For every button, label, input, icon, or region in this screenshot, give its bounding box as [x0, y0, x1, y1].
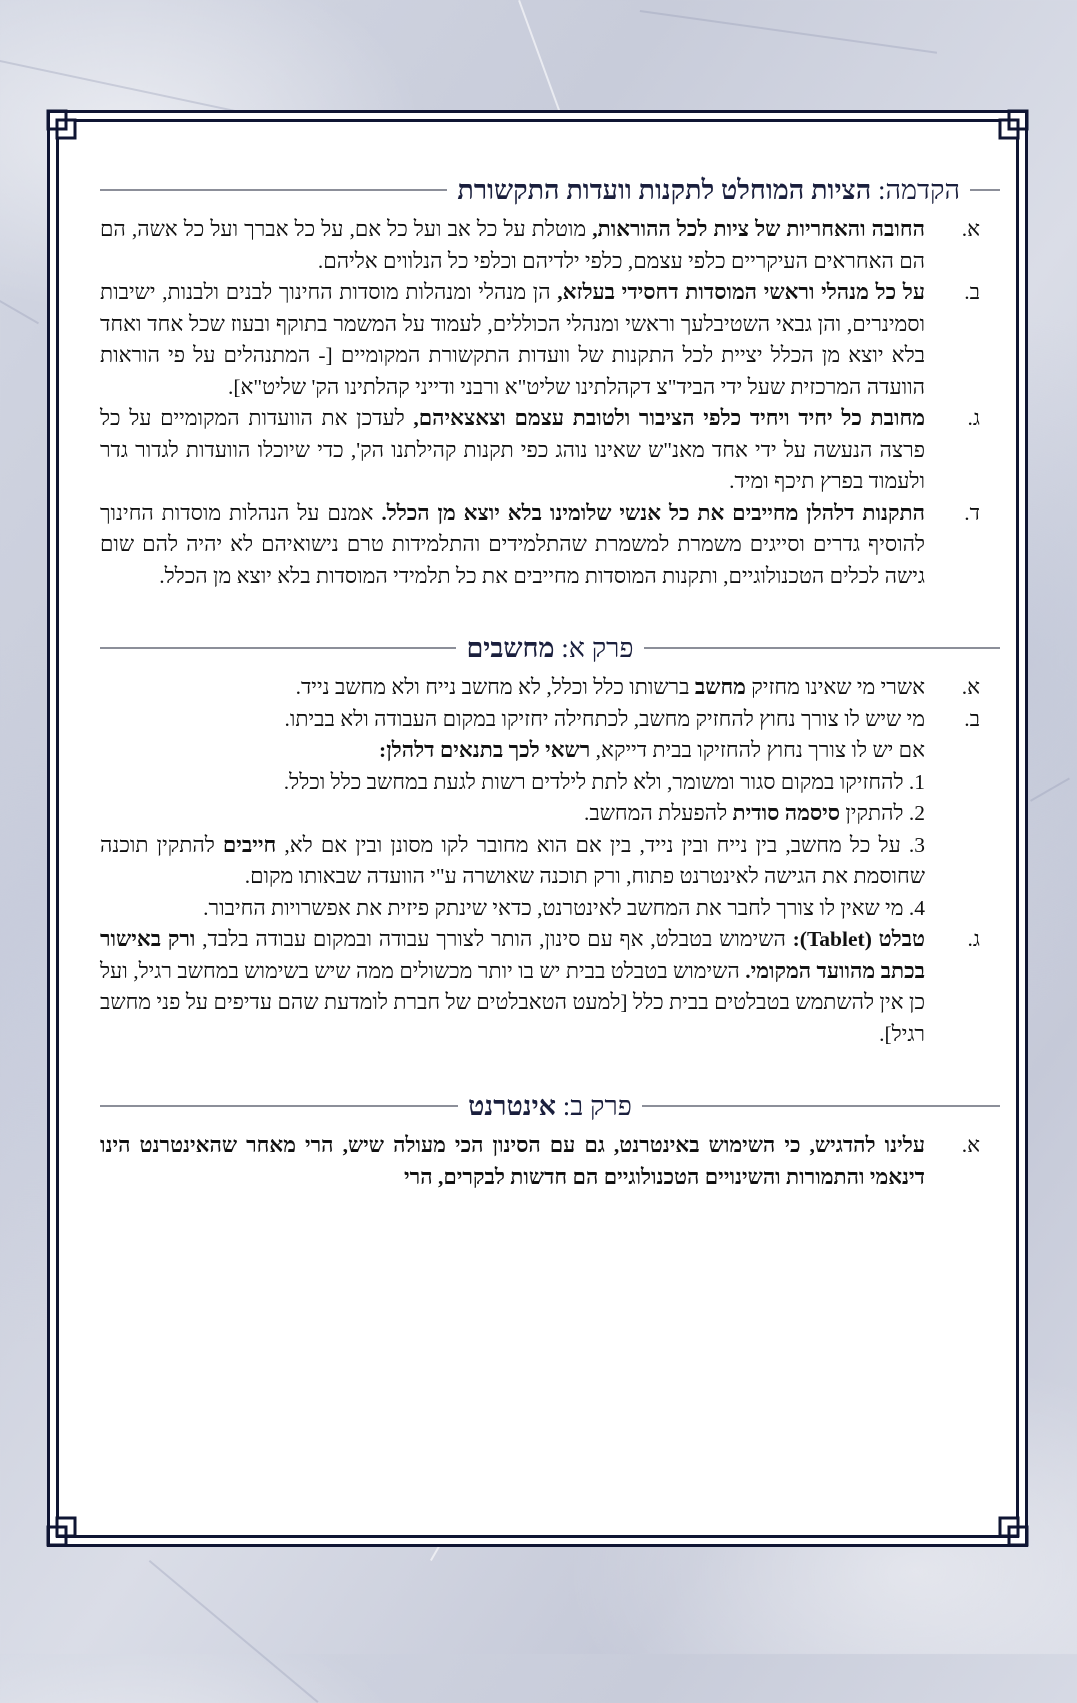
intro-heading-title: הקדמה: הציות המוחלט לתקנות וועדות התקשורת — [457, 174, 960, 205]
intro-item-a — [100, 214, 1000, 277]
list-marker: ד. — [964, 500, 980, 525]
item-text: על כל מנהלי וראשי המוסדות דחסידי בעלזא, הן מנהלי ומנהלות מוסדות החינוך לבנים ולבנות, ישיבות וסמינרים, והן גבאי השטיבלעך וראשי ומנהלי הכוללים, לעמוד על המשמר בתוקף ובעוז שכל אחד ואחד בלא יוצא מן הכלל יציית לכל התקנות של וועדות התקשורת המקומיים [- המתנהלים על פי הוראות הוועדה המרכזית שעל ידי הביד"צ דקהלתינו שליט"א ורבני ודייני קהלתינו הק' שליט"א]. — [100, 280, 926, 399]
heading-rule-left — [100, 1105, 458, 1107]
marble-vein — [149, 1560, 318, 1703]
item-text: התקנות דלהלן מחייבים את כל אנשי שלומינו בלא יוצא מן הכלל. אמנם על הנהלות מוסדות החינוך להוסיף גדרים וסייגים משמרת למשמרת שהתלמידים והתלמידות טרם נישואיהם לא יהיה להם שום גישה לכלים הטכנולוגיים, ותקנות המוסדות מחייבים את כל תלמידי המוסדות בלא יוצא מן הכלל. — [100, 500, 925, 588]
chapter-b-item-a — [100, 1130, 1000, 1193]
heading-rule-left — [100, 189, 447, 191]
sub-item-2: 2. להתקין סיסמה סודית להפעלת המחשב. — [583, 801, 925, 825]
intro-item-c — [100, 403, 1000, 498]
list-marker: ג. — [967, 406, 980, 430]
list-marker: ב. — [964, 706, 980, 731]
document-content — [100, 170, 1000, 1193]
item-text: מי שיש לו צורך נחוץ להחזיק מחשב, לכתחילה יחזיקו במקום העבודה ולא בביתו. אם יש לו צורך נחוץ להחזיקו בבית דייקא, רשאי לכך בתנאים דלהלן: — [284, 706, 925, 762]
corner-ornament-top-right — [969, 107, 1031, 169]
heading-rule-right — [644, 647, 1000, 649]
item-text: אשרי מי שאינו מחזיק מחשב ברשותו כלל וכלל, לא מחשב נייח ולא מחשב נייד. — [295, 675, 925, 699]
marble-vein — [0, 300, 39, 324]
chapter-a-heading — [100, 628, 1000, 668]
chapter-a-item-b — [100, 704, 1000, 767]
intro-heading — [100, 170, 1000, 210]
list-marker: א. — [961, 1133, 980, 1157]
list-marker: א. — [961, 675, 980, 699]
sub-item-3: 3. על כל מחשב, בין נייח ובין נייד, בין אם הוא מחובר לקו מסונן ובין אם לא, חייבים להתקין תוכנה שחוסמת את הגישה לאינטרנט פתוח, ורק תוכנה שאושרה ע"י הוועדה שבאותו מקום. — [100, 832, 925, 888]
item-text: מחובת כל יחיד ויחיד כלפי הציבור ולטובת עצמם וצאצאיהם, לעדכן את הוועדות המקומיים על כל פרצה הנעשה על ידי אחד מאנ"ש שאינו נוהג כפי תקנות קהילתנו הק', כדי שיוכלו הוועדות לגדור גדר ולעמוד בפרץ תיכף ומיד. — [100, 406, 925, 493]
chapter-a-item-a — [100, 672, 1000, 704]
chapter-a-item-c — [100, 924, 1000, 1050]
marble-vein — [640, 10, 937, 53]
heading-rule-right — [642, 1105, 1000, 1107]
chapter-a-heading-title: פרק א: מחשבים — [466, 632, 634, 663]
heading-rule-right — [970, 189, 1000, 191]
marble-vein — [1030, 778, 1070, 802]
heading-rule-left — [100, 647, 456, 649]
list-marker: ב. — [964, 280, 980, 304]
item-text: טבלט (Tablet): השימוש בטבלט, אף עם סינון, הותר לצורך עבודה ובמקום עבודה בלבד, ורק באישור בכתב מהוועד המקומי. השימוש בטבלט בבית יש בו יותר מכשולים ממה שיש בשימוש במחשב רגיל, ועל כן אין להשתמש בטבלטים בבית כלל [למעט הטאבלטים של חברת לומדעת שהם עדיפים על פני מחשב רגיל]. — [100, 927, 925, 1046]
item-text: החובה והאחריות של ציות לכל ההוראות, מוטלת על כל אב ועל כל אם, על כל אברך ועל כל אשה, הם הם האחראים העיקריים כלפי עצמם, כלפי ילדיהם וכלפי כל הנלווים אליהם. — [100, 217, 925, 273]
chapter-b-heading-title: פרק ב: אינטרנט — [468, 1090, 632, 1121]
chapter-b-heading — [100, 1086, 1000, 1126]
list-marker: ג. — [967, 927, 980, 951]
corner-ornament-bottom-right — [969, 1487, 1031, 1549]
sub-item-4: 4. מי שאין לו צורך לחבר את המחשב לאינטרנט, כדאי שינתק פיזית את אפשרויות החיבור. — [203, 895, 925, 920]
list-marker: א. — [961, 217, 980, 241]
intro-item-b — [100, 277, 1000, 403]
corner-ornament-top-left — [44, 107, 106, 169]
item-text: עלינו להדגיש, כי השימוש באינטרנט, גם עם הסינון הכי מעולה שיש, הרי מאחר שהאינטרנט הינו דינאמי והתמורות והשינויים הטכנולוגיים הם חדשות לבקרים, הרי — [100, 1133, 925, 1189]
intro-item-d — [100, 498, 1000, 593]
corner-ornament-bottom-left — [44, 1487, 106, 1549]
sub-item-1: 1. להחזיקו במקום סגור ומשומר, ולא לתת לילדים רשות לגעת במחשב כלל וכלל. — [283, 769, 925, 794]
